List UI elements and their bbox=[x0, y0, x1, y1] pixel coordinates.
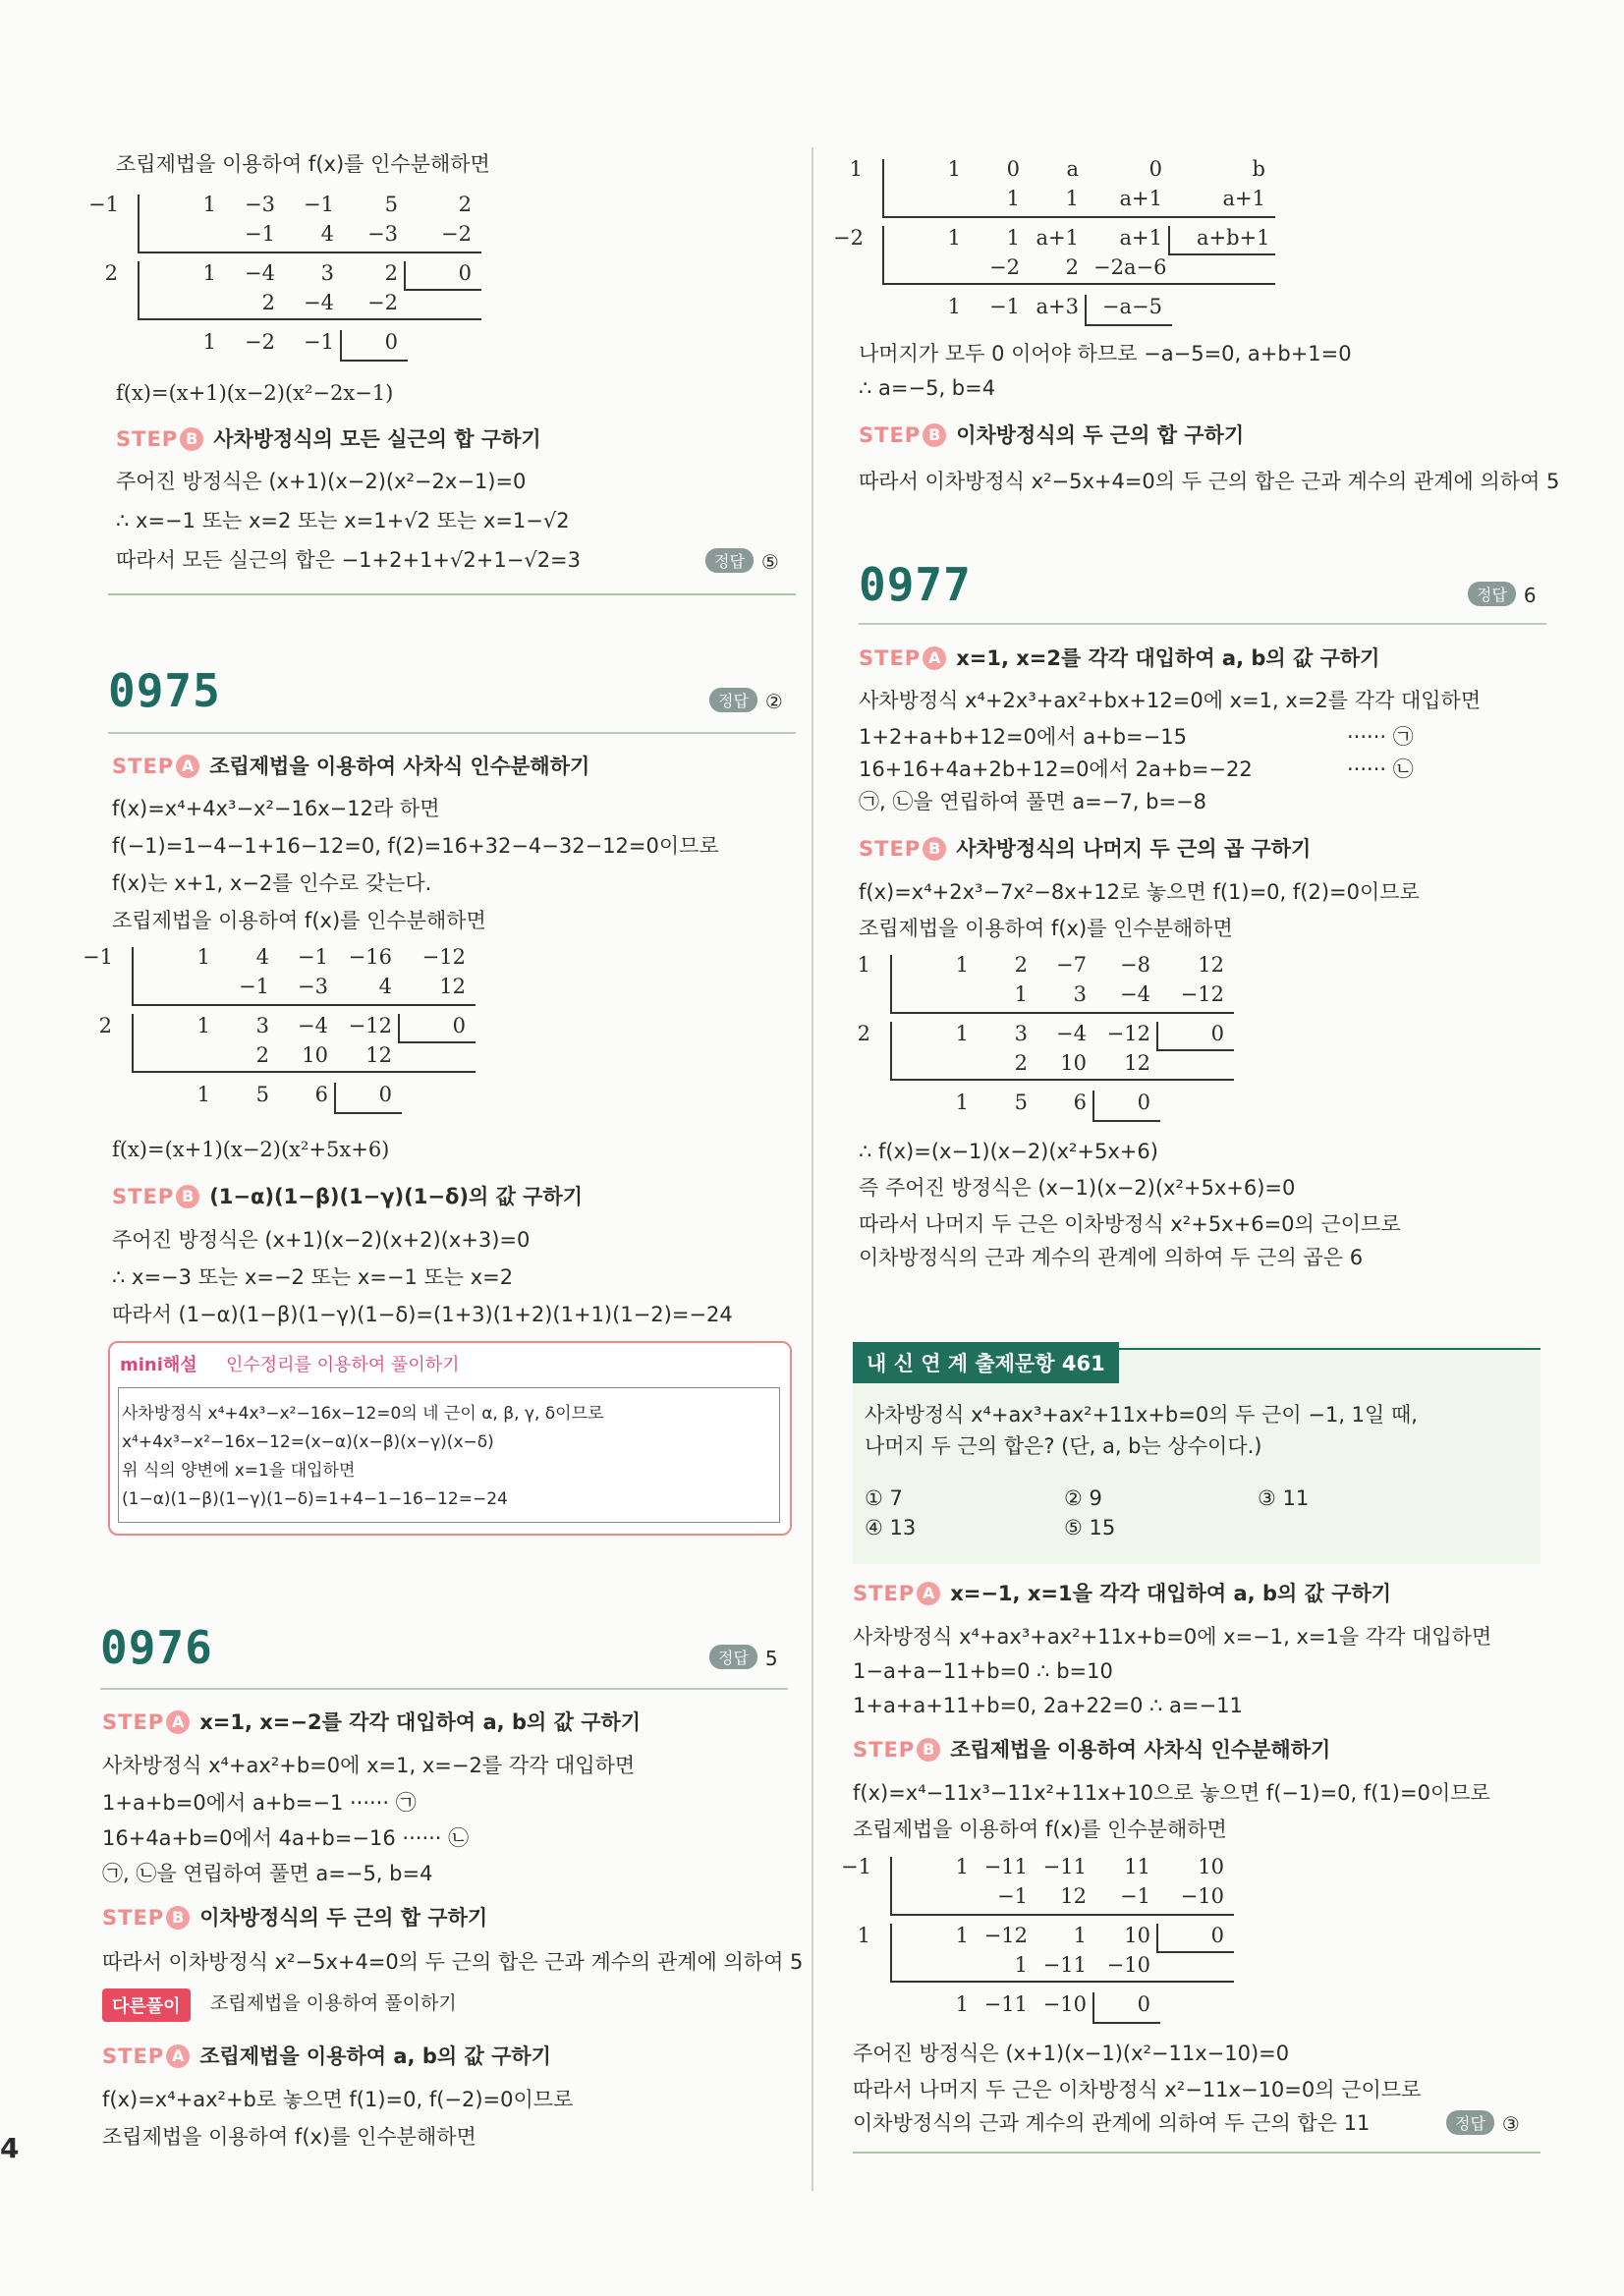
problem-number: 0977 bbox=[859, 558, 972, 611]
table-cell: −12 bbox=[348, 1014, 392, 1037]
divisor-cell: −1 bbox=[841, 1855, 871, 1878]
table-cell: −1 bbox=[304, 193, 334, 216]
table-vertical-rule bbox=[882, 226, 884, 283]
table-cell: 1 bbox=[202, 193, 216, 216]
divisor-cell: −1 bbox=[88, 193, 119, 216]
divisor-cell: 2 bbox=[98, 1014, 112, 1037]
problem-number: 0975 bbox=[108, 664, 221, 717]
step-tag: STEP bbox=[853, 1582, 916, 1605]
step-letter-icon: B bbox=[166, 1906, 190, 1930]
table-cell: −1 bbox=[298, 945, 328, 969]
table-horizontal-rule bbox=[138, 318, 481, 320]
table-cell: 0 bbox=[384, 330, 398, 354]
step-tag: STEP bbox=[859, 837, 922, 861]
table-horizontal-rule bbox=[890, 1914, 1234, 1916]
solution-line: 나머지가 모두 0 이어야 하므로 −a−5=0, a+b+1=0 bbox=[859, 342, 1352, 365]
solution-line: 주어진 방정식은 (x+1)(x−2)(x+2)(x+3)=0 bbox=[112, 1228, 531, 1252]
answer-value: 5 bbox=[764, 1647, 778, 1670]
divisor-cell: 1 bbox=[857, 953, 870, 977]
table-cell: 2 bbox=[458, 193, 472, 216]
section-rule bbox=[853, 2152, 1540, 2154]
step-a-heading bbox=[112, 752, 589, 781]
table-cell: 10 bbox=[1124, 1924, 1150, 1947]
step-title: 이차방정식의 두 근의 합 구하기 bbox=[956, 423, 1245, 447]
table-cell: 4 bbox=[255, 945, 269, 969]
step-tag: STEP bbox=[102, 2044, 165, 2068]
table-vertical-rule bbox=[890, 1857, 892, 1914]
remainder-rule bbox=[1092, 1120, 1160, 1122]
table-cell: −4 bbox=[1056, 1022, 1087, 1045]
step-b-heading bbox=[853, 1735, 1330, 1764]
step-tag: STEP bbox=[116, 427, 179, 451]
table-horizontal-rule bbox=[882, 283, 1275, 285]
table-cell: −4 bbox=[298, 1014, 328, 1037]
solution-line: 따라서 나머지 두 근은 이차방정식 x²−11x−10=0의 근이므로 bbox=[853, 2078, 1422, 2101]
section-rule bbox=[859, 623, 1546, 625]
step-b-heading bbox=[112, 1182, 583, 1211]
intro-line: 조립제법을 이용하여 f(x)를 인수분해하면 bbox=[116, 152, 490, 176]
table-cell: 3 bbox=[320, 261, 334, 285]
equation-mark: ······ ㉠ bbox=[1347, 725, 1414, 749]
solution-line: ㉠, ㉡을 연립하여 풀면 a=−7, b=−8 bbox=[859, 790, 1207, 813]
step-letter-icon: B bbox=[917, 1738, 940, 1762]
table-horizontal-rule bbox=[882, 216, 1275, 218]
table-cell: 1 bbox=[196, 1083, 210, 1106]
answer-label: 정답 bbox=[705, 548, 754, 573]
table-cell: −3 bbox=[245, 193, 275, 216]
remainder-rule bbox=[398, 1014, 400, 1041]
remainder-rule bbox=[1085, 295, 1087, 324]
solution-line: 조립제법을 이용하여 f(x)를 인수분해하면 bbox=[853, 1818, 1227, 1841]
table-cell: −1 bbox=[997, 1884, 1028, 1908]
remainder-rule bbox=[1092, 1992, 1094, 2022]
table-cell: 0 bbox=[452, 1014, 466, 1037]
table-cell: 1 bbox=[1065, 187, 1079, 210]
table-cell: −1 bbox=[1120, 1884, 1150, 1908]
factorization-result: f(x)=(x+1)(x−2)(x²−2x−1) bbox=[116, 381, 394, 405]
table-cell: 5 bbox=[255, 1083, 269, 1106]
solution-line: ∴ x=−1 또는 x=2 또는 x=1+√2 또는 x=1−√2 bbox=[116, 509, 570, 532]
mini-line: 사차방정식 x⁴+4x³−x²−16x−12=0의 네 근이 α, β, γ, δ이므로 bbox=[122, 1404, 604, 1424]
step-tag: STEP bbox=[859, 423, 922, 447]
table-cell: −a−5 bbox=[1101, 295, 1162, 318]
table-cell: 1 bbox=[955, 1022, 969, 1045]
solution-line: f(x)=x⁴+2x³−7x²−8x+12로 놓으면 f(1)=0, f(2)=0이므로 bbox=[859, 880, 1420, 904]
table-cell: −11 bbox=[983, 1855, 1028, 1878]
table-cell: 6 bbox=[314, 1083, 328, 1106]
section-rule bbox=[108, 732, 796, 734]
solution-line: f(−1)=1−4−1+16−12=0, f(2)=16+32−4−32−12=0이므로 bbox=[112, 834, 719, 858]
table-cell: a+1 bbox=[1036, 226, 1079, 250]
table-cell: −2 bbox=[989, 255, 1020, 279]
step-b-heading bbox=[859, 420, 1244, 450]
answer-label: 정답 bbox=[1446, 2110, 1494, 2135]
remainder-rule bbox=[1156, 1924, 1158, 1951]
remainder-rule bbox=[1156, 1951, 1234, 1953]
solution-line: 이차방정식의 근과 계수의 관계에 의하여 두 근의 곱은 6 bbox=[859, 1246, 1364, 1269]
step-tag: STEP bbox=[112, 755, 175, 778]
solution-line: 1−a+a−11+b=0 ∴ b=10 bbox=[853, 1659, 1113, 1683]
solution-line: 1+2+a+b+12=0에서 a+b=−15 bbox=[859, 725, 1187, 749]
table-cell: 2 bbox=[1014, 953, 1028, 977]
table-cell: 1 bbox=[196, 945, 210, 969]
table-horizontal-rule bbox=[890, 1981, 1234, 1983]
table-cell: a+1 bbox=[1119, 187, 1162, 210]
solution-line: 주어진 방정식은 (x+1)(x−2)(x²−2x−1)=0 bbox=[116, 470, 527, 493]
table-vertical-rule bbox=[882, 159, 884, 216]
table-cell: 1 bbox=[1073, 1924, 1087, 1947]
step-title: x=1, x=2를 각각 대입하여 a, b의 값 구하기 bbox=[956, 646, 1380, 670]
table-cell: −7 bbox=[1056, 953, 1087, 977]
table-cell: 1 bbox=[955, 1924, 969, 1947]
table-cell: 1 bbox=[955, 1855, 969, 1878]
table-cell: 1 bbox=[1006, 226, 1020, 250]
table-horizontal-rule bbox=[890, 1079, 1234, 1081]
table-cell: 0 bbox=[1137, 1992, 1150, 2016]
table-cell: 10 bbox=[1198, 1855, 1224, 1878]
equation-mark: ······ ㉡ bbox=[1347, 757, 1414, 781]
remainder-rule bbox=[1156, 1049, 1234, 1051]
table-cell: −12 bbox=[983, 1924, 1028, 1947]
table-cell: 0 bbox=[378, 1083, 392, 1106]
question-line: 사차방정식 x⁴+ax³+ax²+11x+b=0의 두 근이 −1, 1일 때, bbox=[865, 1403, 1418, 1427]
table-cell: 5 bbox=[384, 193, 398, 216]
table-cell: 1 bbox=[196, 1014, 210, 1037]
table-cell: −1 bbox=[989, 295, 1020, 318]
table-cell: 11 bbox=[1124, 1855, 1150, 1878]
table-cell: 10 bbox=[1060, 1051, 1087, 1075]
remainder-rule bbox=[398, 1041, 476, 1043]
table-cell: 12 bbox=[1124, 1051, 1150, 1075]
solution-line: 사차방정식 x⁴+2x³+ax²+bx+12=0에 x=1, x=2를 각각 대입하면 bbox=[859, 689, 1482, 712]
section-rule bbox=[108, 593, 796, 595]
remainder-rule bbox=[1168, 253, 1275, 255]
table-vertical-rule bbox=[138, 195, 140, 252]
table-cell: 0 bbox=[1006, 157, 1020, 181]
table-cell: −11 bbox=[1042, 1855, 1087, 1878]
table-cell: −3 bbox=[298, 975, 328, 998]
alternate-solution-badge: 다른풀이 bbox=[102, 1988, 191, 2022]
answer-label: 정답 bbox=[1468, 582, 1516, 606]
table-cell: 2 bbox=[384, 261, 398, 285]
table-cell: 1 bbox=[202, 330, 216, 354]
table-cell: a+3 bbox=[1036, 295, 1079, 318]
table-horizontal-rule bbox=[138, 252, 481, 253]
alternate-solution-title: 조립제법을 이용하여 풀이하기 bbox=[210, 1992, 457, 2014]
choice-1: ① 7 bbox=[865, 1486, 903, 1510]
solution-line: 사차방정식 x⁴+ax³+ax²+11x+b=0에 x=−1, x=1을 각각 대입하면 bbox=[853, 1625, 1492, 1649]
mini-badge: mini해설 bbox=[120, 1355, 197, 1375]
table-cell: 1 bbox=[1014, 1953, 1028, 1977]
step-tag: STEP bbox=[112, 1185, 175, 1208]
step-title: x=−1, x=1을 각각 대입하여 a, b의 값 구하기 bbox=[950, 1582, 1392, 1605]
answer-value: ③ bbox=[1501, 2112, 1520, 2136]
table-cell: b bbox=[1252, 157, 1265, 181]
choice-4: ④ 13 bbox=[865, 1516, 917, 1540]
mini-title: 인수정리를 이용하여 풀이하기 bbox=[226, 1355, 460, 1375]
solution-line: 조립제법을 이용하여 f(x)를 인수분해하면 bbox=[859, 917, 1233, 940]
solution-line: 사차방정식 x⁴+ax²+b=0에 x=1, x=−2를 각각 대입하면 bbox=[102, 1754, 636, 1777]
table-cell: 1 bbox=[202, 261, 216, 285]
table-cell: 3 bbox=[1073, 982, 1087, 1006]
table-cell: a bbox=[1066, 157, 1079, 181]
table-cell: 12 bbox=[439, 975, 466, 998]
table-cell: −12 bbox=[1180, 982, 1224, 1006]
step-title: (1−α)(1−β)(1−γ)(1−δ)의 값 구하기 bbox=[209, 1185, 584, 1208]
table-cell: −4 bbox=[304, 291, 334, 314]
remainder-rule bbox=[404, 261, 406, 289]
solution-line: 조립제법을 이용하여 f(x)를 인수분해하면 bbox=[112, 909, 486, 932]
step-letter-icon: A bbox=[166, 2044, 190, 2068]
answer-badge bbox=[1446, 2110, 1520, 2136]
answer-value: ② bbox=[764, 690, 783, 713]
solution-line: ∴ f(x)=(x−1)(x−2)(x²+5x+6) bbox=[859, 1140, 1158, 1163]
remainder-rule bbox=[340, 330, 342, 360]
table-cell: 12 bbox=[1060, 1884, 1087, 1908]
table-cell: 0 bbox=[1210, 1924, 1224, 1947]
table-cell: 3 bbox=[255, 1014, 269, 1037]
answer-value: ⑤ bbox=[760, 550, 779, 574]
table-cell: 6 bbox=[1073, 1091, 1087, 1114]
solution-line: 주어진 방정식은 (x+1)(x−1)(x²−11x−10)=0 bbox=[853, 2042, 1290, 2065]
solution-line: 16+4a+b=0에서 4a+b=−16 ······ ㉡ bbox=[102, 1826, 470, 1850]
page-number: 4 bbox=[0, 2132, 20, 2164]
related-problem-badge: 내 신 연 계 출제문항 461 bbox=[853, 1342, 1119, 1383]
answer-value: 6 bbox=[1523, 584, 1537, 607]
table-cell: −3 bbox=[367, 222, 398, 246]
table-cell: 2 bbox=[1065, 255, 1079, 279]
table-vertical-rule bbox=[890, 1924, 892, 1981]
table-vertical-rule bbox=[138, 261, 140, 318]
table-horizontal-rule bbox=[132, 1004, 476, 1006]
step-letter-icon: A bbox=[176, 755, 199, 778]
column-divider bbox=[812, 147, 813, 2191]
table-cell: −4 bbox=[245, 261, 275, 285]
step-a2-heading bbox=[102, 2042, 551, 2071]
table-cell: −2 bbox=[367, 291, 398, 314]
remainder-rule bbox=[1156, 1022, 1158, 1049]
step-letter-icon: B bbox=[923, 423, 946, 447]
table-cell: 2 bbox=[255, 1043, 269, 1067]
step-title: x=1, x=−2를 각각 대입하여 a, b의 값 구하기 bbox=[199, 1710, 642, 1734]
table-cell: 1 bbox=[947, 295, 961, 318]
table-cell: −12 bbox=[1106, 1022, 1150, 1045]
table-cell: −10 bbox=[1180, 1884, 1224, 1908]
solution-line: ∴ a=−5, b=4 bbox=[859, 376, 996, 400]
mini-line: (1−α)(1−β)(1−γ)(1−δ)=1+4−1−16−12=−24 bbox=[122, 1489, 508, 1509]
remainder-rule bbox=[1092, 1091, 1094, 1120]
table-cell: 1 bbox=[955, 953, 969, 977]
solution-line: 1+a+a+11+b=0, 2a+22=0 ∴ a=−11 bbox=[853, 1694, 1243, 1717]
remainder-rule bbox=[1168, 226, 1170, 253]
table-cell: 1 bbox=[1014, 982, 1028, 1006]
table-vertical-rule bbox=[132, 947, 134, 1004]
choice-2: ② 9 bbox=[1064, 1486, 1102, 1510]
step-title: 사차방정식의 나머지 두 근의 곱 구하기 bbox=[956, 837, 1312, 861]
choice-5: ⑤ 15 bbox=[1064, 1516, 1116, 1540]
table-cell: −2 bbox=[441, 222, 472, 246]
table-cell: a+b+1 bbox=[1197, 226, 1270, 250]
table-cell: 2 bbox=[261, 291, 275, 314]
table-cell: 1 bbox=[955, 1992, 969, 2016]
table-cell: −2 bbox=[245, 330, 275, 354]
table-cell: 4 bbox=[320, 222, 334, 246]
table-cell: 5 bbox=[1014, 1091, 1028, 1114]
table-vertical-rule bbox=[132, 1014, 134, 1071]
divisor-cell: 1 bbox=[849, 157, 863, 181]
table-cell: −1 bbox=[245, 222, 275, 246]
divisor-cell: −2 bbox=[833, 226, 864, 250]
table-cell: 0 bbox=[458, 261, 472, 285]
table-cell: 3 bbox=[1014, 1022, 1028, 1045]
solution-line: ∴ x=−3 또는 x=−2 또는 x=−1 또는 x=2 bbox=[112, 1265, 514, 1289]
step-a-heading bbox=[859, 644, 1379, 673]
table-cell: −10 bbox=[1106, 1953, 1150, 1977]
step-title: 조립제법을 이용하여 사차식 인수분해하기 bbox=[950, 1738, 1331, 1762]
step-title: 조립제법을 이용하여 사차식 인수분해하기 bbox=[209, 755, 590, 778]
section-rule bbox=[100, 1688, 788, 1690]
table-vertical-rule bbox=[890, 1022, 892, 1079]
answer-badge bbox=[705, 548, 779, 574]
table-cell: −11 bbox=[983, 1992, 1028, 2016]
step-b-heading bbox=[859, 834, 1311, 864]
table-cell: 0 bbox=[1148, 157, 1162, 181]
table-cell: −16 bbox=[348, 945, 392, 969]
solution-line: f(x)는 x+1, x−2를 인수로 갖는다. bbox=[112, 871, 432, 895]
step-tag: STEP bbox=[859, 646, 922, 670]
question-line: 나머지 두 근의 합은? (단, a, b는 상수이다.) bbox=[865, 1434, 1262, 1458]
solution-line: 따라서 나머지 두 근은 이차방정식 x²+5x+6=0의 근이므로 bbox=[859, 1212, 1401, 1236]
table-cell: −11 bbox=[1042, 1953, 1087, 1977]
step-letter-icon: A bbox=[917, 1582, 940, 1605]
answer-label: 정답 bbox=[709, 688, 757, 712]
solution-line: 1+a+b=0에서 a+b=−1 ······ ㉠ bbox=[102, 1791, 417, 1815]
step-b-heading bbox=[116, 424, 541, 454]
step-a-heading bbox=[853, 1579, 1391, 1608]
table-cell: 10 bbox=[302, 1043, 328, 1067]
divisor-cell: 2 bbox=[857, 1022, 870, 1045]
mini-line: x⁴+4x³−x²−16x−12=(x−α)(x−β)(x−γ)(x−δ) bbox=[122, 1432, 494, 1452]
solution-line: 따라서 모든 실근의 합은 −1+2+1+√2+1−√2=3 bbox=[116, 548, 582, 572]
table-cell: a+1 bbox=[1119, 226, 1162, 250]
table-cell: −8 bbox=[1120, 953, 1150, 977]
solution-line: 따라서 이차방정식 x²−5x+4=0의 두 근의 합은 근과 계수의 관계에 의하여 5 bbox=[859, 470, 1560, 493]
answer-badge bbox=[1468, 582, 1537, 607]
step-tag: STEP bbox=[853, 1738, 916, 1762]
factorization-result: f(x)=(x+1)(x−2)(x²+5x+6) bbox=[112, 1138, 390, 1161]
remainder-rule bbox=[334, 1112, 402, 1114]
solution-line: f(x)=x⁴+ax²+b로 놓으면 f(1)=0, f(−2)=0이므로 bbox=[102, 2088, 574, 2111]
table-cell: 1 bbox=[947, 226, 961, 250]
table-cell: −12 bbox=[421, 945, 466, 969]
step-b-heading bbox=[102, 1903, 487, 1932]
step-title: 이차방정식의 두 근의 합 구하기 bbox=[199, 1906, 488, 1930]
mini-line: 위 식의 양변에 x=1을 대입하면 bbox=[122, 1461, 356, 1481]
step-tag: STEP bbox=[102, 1710, 165, 1734]
step-title: 조립제법을 이용하여 a, b의 값 구하기 bbox=[199, 2044, 551, 2068]
choice-3: ③ 11 bbox=[1258, 1486, 1310, 1510]
table-cell: 4 bbox=[378, 975, 392, 998]
table-cell: 12 bbox=[365, 1043, 392, 1067]
table-cell: 1 bbox=[1006, 187, 1020, 210]
step-letter-icon: B bbox=[923, 837, 946, 861]
solution-line: 따라서 이차방정식 x²−5x+4=0의 두 근의 합은 근과 계수의 관계에 의하여 5 bbox=[102, 1950, 804, 1974]
remainder-rule bbox=[334, 1083, 336, 1112]
divisor-cell: −1 bbox=[83, 945, 113, 969]
divisor-cell: 2 bbox=[104, 261, 118, 285]
solution-line: 따라서 (1−α)(1−β)(1−γ)(1−δ)=(1+3)(1+2)(1+1)(1−2)=−24 bbox=[112, 1303, 733, 1326]
step-letter-icon: B bbox=[180, 427, 203, 451]
table-horizontal-rule bbox=[890, 1012, 1234, 1014]
table-cell: 1 bbox=[947, 157, 961, 181]
solution-line: 조립제법을 이용하여 f(x)를 인수분해하면 bbox=[102, 2125, 476, 2149]
remainder-rule bbox=[404, 289, 481, 291]
problem-number: 0976 bbox=[100, 1621, 213, 1674]
remainder-rule bbox=[1085, 324, 1172, 326]
table-cell: 12 bbox=[1198, 953, 1224, 977]
answer-badge bbox=[709, 1645, 778, 1670]
table-cell: 1 bbox=[955, 1091, 969, 1114]
answer-label: 정답 bbox=[709, 1645, 757, 1669]
table-cell: 2 bbox=[1014, 1051, 1028, 1075]
step-letter-icon: A bbox=[166, 1710, 190, 1734]
table-horizontal-rule bbox=[132, 1071, 476, 1073]
remainder-rule bbox=[340, 360, 408, 362]
step-a-heading bbox=[102, 1708, 641, 1737]
solution-line: f(x)=x⁴+4x³−x²−16x−12라 하면 bbox=[112, 797, 440, 820]
answer-badge bbox=[709, 688, 783, 713]
solution-line: f(x)=x⁴−11x³−11x²+11x+10으로 놓으면 f(−1)=0, f(1)=0이므로 bbox=[853, 1781, 1490, 1805]
solution-line: 이차방정식의 근과 계수의 관계에 의하여 두 근의 합은 11 bbox=[853, 2111, 1371, 2135]
table-cell: 0 bbox=[1210, 1022, 1224, 1045]
table-vertical-rule bbox=[890, 955, 892, 1012]
table-cell: −2a−6 bbox=[1093, 255, 1167, 279]
solution-line: 즉 주어진 방정식은 (x−1)(x−2)(x²+5x+6)=0 bbox=[859, 1176, 1296, 1200]
step-tag: STEP bbox=[102, 1906, 165, 1930]
table-cell: −4 bbox=[1120, 982, 1150, 1006]
step-title: 사차방정식의 모든 실근의 합 구하기 bbox=[213, 427, 541, 451]
table-cell: 0 bbox=[1137, 1091, 1150, 1114]
table-cell: −10 bbox=[1042, 1992, 1087, 2016]
solution-line: ㉠, ㉡을 연립하여 풀면 a=−5, b=4 bbox=[102, 1862, 433, 1885]
table-cell: −1 bbox=[239, 975, 269, 998]
table-cell: a+1 bbox=[1222, 187, 1265, 210]
solution-line: 16+16+4a+2b+12=0에서 2a+b=−22 bbox=[859, 757, 1253, 781]
table-cell: −1 bbox=[304, 330, 334, 354]
step-letter-icon: A bbox=[923, 646, 946, 670]
step-letter-icon: B bbox=[176, 1185, 199, 1208]
divisor-cell: 1 bbox=[857, 1924, 870, 1947]
remainder-rule bbox=[1092, 2022, 1160, 2024]
